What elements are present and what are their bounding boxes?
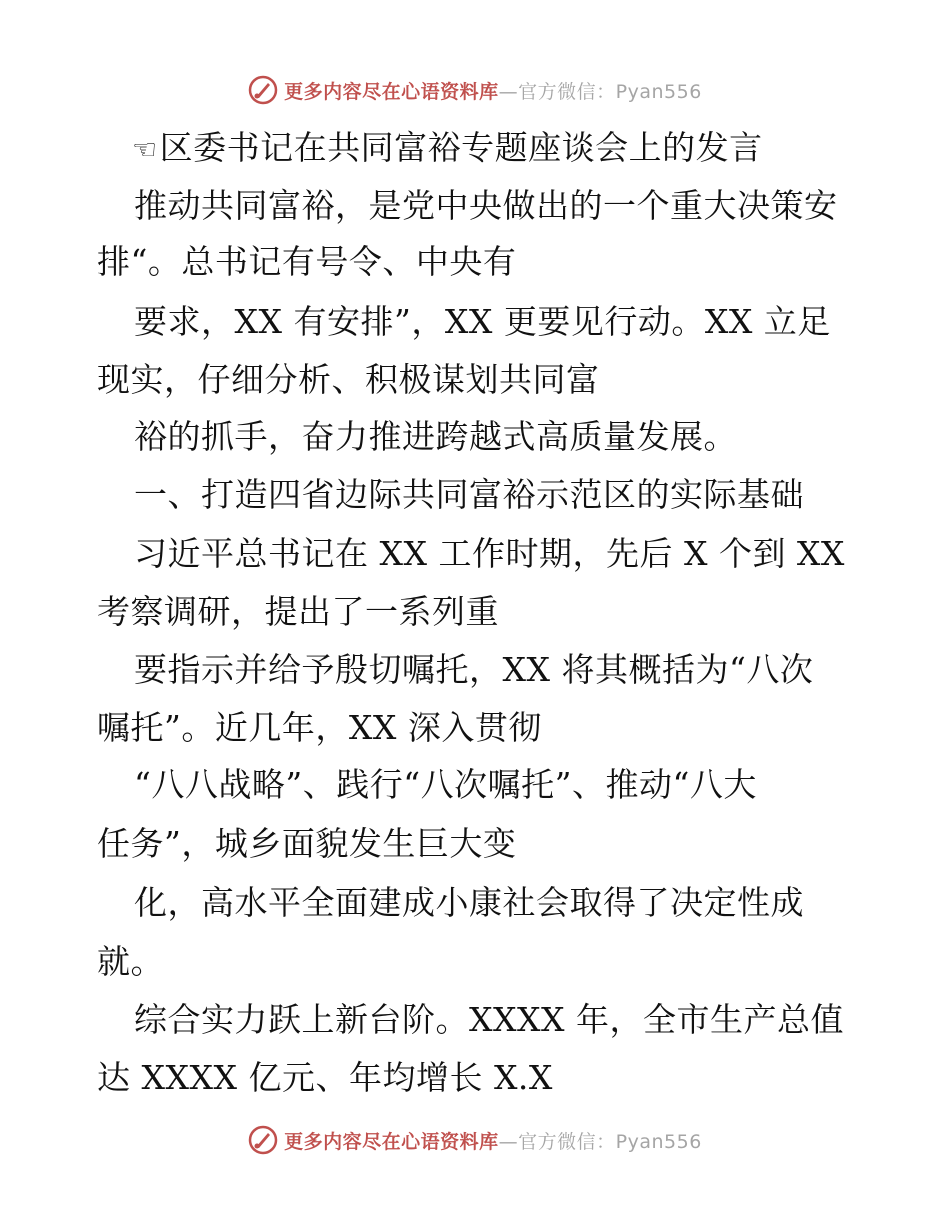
section-heading: 一、打造四省边际共同富裕示范区的实际基础 [134,475,804,514]
paragraph-line: 任务”，城乡面貌发生巨大变 [97,824,517,863]
watermark-dash: — [498,80,519,103]
watermark-banner-top [0,72,950,108]
paragraph-line: 考察调研，提出了一系列重 [97,592,499,631]
paragraph-line: 达 XXXX 亿元、年均增长 X.X [97,1058,553,1097]
hand-pointing-icon: ☜ [132,133,158,166]
watermark-text [284,77,702,104]
document-title-text: 区委书记在共同富裕专题座谈会上的发言 [159,128,763,167]
paragraph-line: 要指示并给予殷切嘱托，XX 将其概括为“八次 [134,650,814,689]
paragraph-line: 排“。总书记有号令、中央有 [97,242,517,281]
red-quill-logo-icon [248,75,278,105]
paragraph-line: 综合实力跃上新台阶。XXXX 年，全市生产总值 [134,1000,844,1039]
watermark-banner-bottom [0,1122,950,1158]
watermark-text [284,1127,702,1154]
paragraph-line: 嘱托”。近几年，XX 深入贯彻 [97,708,542,747]
watermark-contact: 官方微信：Pyan556 [518,80,702,103]
watermark-brand: 更多内容尽在心语资料库 [284,1130,499,1153]
paragraph-line: 要求，XX 有安排”，XX 更要见行动。XX 立足 [134,302,831,341]
paragraph-line: 就。 [97,942,164,981]
watermark-contact: 官方微信：Pyan556 [518,1130,702,1153]
paragraph-line: 现实，仔细分析、积极谋划共同富 [97,360,600,399]
red-quill-logo-icon [248,1125,278,1155]
paragraph-line: 化，高水平全面建成小康社会取得了决定性成 [134,883,804,922]
document-title [132,128,763,170]
watermark-dash: — [498,1130,519,1153]
paragraph-line: 推动共同富裕，是党中央做出的一个重大决策安 [134,186,838,225]
paragraph-line: “八八战略”、践行“八次嘱托”、推动“八大 [134,765,757,804]
paragraph-line: 习近平总书记在 XX 工作时期，先后 X 个到 XX [134,534,845,573]
paragraph-line: 裕的抓手，奋力推进跨越式高质量发展。 [134,417,737,456]
watermark-brand: 更多内容尽在心语资料库 [284,80,499,103]
